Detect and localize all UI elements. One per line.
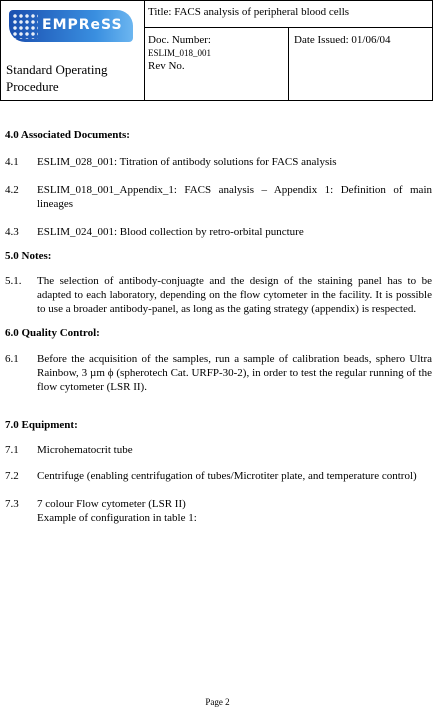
document-body bbox=[5, 128, 432, 525]
doc-number-cell bbox=[145, 28, 289, 101]
item-text: The selection of antibody-conjuagte and the design of the staining panel has to be adapted to each laboratory, depending on the flow cytometer in the facility. It is possible to use a broader antibody-panel, as long as the gating strategy (appendix) is respected. bbox=[37, 275, 432, 315]
list-item bbox=[5, 155, 432, 169]
item-number: 7.1 bbox=[5, 444, 19, 456]
item-number: 5.1. bbox=[5, 275, 22, 287]
section-heading: 7.0 Equipment: bbox=[5, 419, 78, 431]
item-number: 7.3 bbox=[5, 498, 19, 510]
sop-label: Standard Operating Procedure bbox=[6, 62, 108, 94]
item-text: 7 colour Flow cytometer (LSR II) bbox=[37, 498, 186, 510]
section-heading: 5.0 Notes: bbox=[5, 250, 52, 262]
list-item bbox=[5, 274, 432, 316]
date-issued: Date Issued: 01/06/04 bbox=[294, 34, 391, 46]
list-item bbox=[5, 469, 432, 483]
item-number: 4.2 bbox=[5, 184, 19, 196]
doc-number-label: Doc. Number: bbox=[148, 34, 211, 46]
section-heading: 6.0 Quality Control: bbox=[5, 327, 100, 339]
item-number: 7.2 bbox=[5, 470, 19, 482]
list-item bbox=[5, 183, 432, 211]
item-text: ESLIM_024_001: Blood collection by retro-orbital puncture bbox=[37, 226, 304, 238]
document-title: Title: FACS analysis of peripheral blood cells bbox=[148, 6, 350, 18]
item-number: 6.1 bbox=[5, 353, 19, 365]
list-item bbox=[5, 443, 432, 457]
title-cell bbox=[145, 1, 433, 28]
item-number: 4.3 bbox=[5, 226, 19, 238]
rev-label: Rev No. bbox=[148, 60, 185, 72]
item-text: Microhematocrit tube bbox=[37, 444, 133, 456]
item-text: ESLIM_018_001_Appendix_1: FACS analysis – Appendix 1: Definition of main lineages bbox=[37, 184, 432, 210]
document-header bbox=[0, 0, 433, 101]
logo-text: EMPReSS bbox=[42, 17, 123, 33]
item-subtext: Example of configuration in table 1: bbox=[37, 512, 197, 524]
section-heading: 4.0 Associated Documents: bbox=[5, 129, 130, 141]
logo-dots-icon bbox=[12, 13, 38, 39]
list-item bbox=[5, 225, 432, 239]
date-cell bbox=[289, 28, 433, 101]
item-text: ESLIM_028_001: Titration of antibody solutions for FACS analysis bbox=[37, 156, 337, 168]
doc-number: ESLIM_018_001 bbox=[148, 48, 211, 58]
item-text: Centrifuge (enabling centrifugation of tubes/Microtiter plate, and temperature control) bbox=[37, 470, 417, 482]
list-item bbox=[5, 352, 432, 394]
list-item bbox=[5, 497, 432, 525]
empress-logo bbox=[9, 10, 133, 42]
item-number: 4.1 bbox=[5, 156, 19, 168]
logo-cell bbox=[1, 1, 145, 101]
page-number: Page 2 bbox=[205, 697, 230, 707]
item-text: Before the acquisition of the samples, run a sample of calibration beads, sphero Ultra Rainbow, 3 µm ϕ (spherotech Cat. URFP-30-2), in order to test the regular running of the flow cytometer (LSR II). bbox=[37, 353, 432, 393]
